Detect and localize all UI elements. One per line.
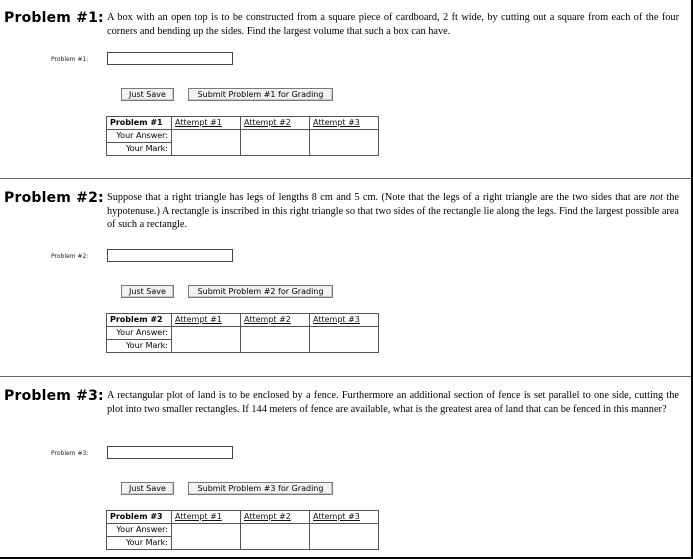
problem-2-input-label: Problem #2: <box>51 253 89 260</box>
mark-cell <box>172 537 241 550</box>
answer-cell <box>241 130 310 143</box>
problem-2-text: Suppose that a right triangle has legs of lengths 8 cm and 5 cm. (Note that the legs of a right triangle are the two sides that are not the hypotenuse.) A rectangle is inscribed in this right triangle so that two sides of the rectangle lie along the legs. Find the largest possible area of such a rectangle. <box>107 192 679 230</box>
answer-cell <box>310 524 379 537</box>
your-answer-label: Your Answer: <box>107 524 172 537</box>
problem-3-attempt-2-link[interactable]: Attempt #2 <box>241 511 310 524</box>
problem-1-attempt-1-link[interactable]: Attempt #1 <box>172 117 241 130</box>
problem-2-submit-button[interactable]: Submit Problem #2 for Grading <box>188 285 333 298</box>
table-row <box>107 143 379 156</box>
problem-3-text: A rectangular plot of land is to be enclosed by a fence. Furthermore an additional section of fence is set parallel to one side, cutting the plot into two smaller rectangles. If 144 meters of fence are available, what is the greatest area of land that can be fenced in this manner? <box>107 390 679 415</box>
table-row <box>107 537 379 550</box>
mark-cell <box>241 340 310 353</box>
table-row <box>107 340 379 353</box>
problem-3-input-label: Problem #3: <box>51 450 89 457</box>
problem-3-attempts-table <box>106 510 379 550</box>
problem-1-text: A box with an open top is to be constructed from a square piece of cardboard, 2 ft wide, by cutting out a square from each of the four corners and bending up the sides. Find the largest volume that such a box can have. <box>107 12 679 37</box>
problem-2-heading: Problem #2: <box>4 190 104 206</box>
problem-3-attempt-1-link[interactable]: Attempt #1 <box>172 511 241 524</box>
mark-cell <box>310 340 379 353</box>
section-divider <box>0 178 691 179</box>
your-mark-label: Your Mark: <box>107 340 172 353</box>
problem-2-just-save-button[interactable]: Just Save <box>121 285 174 298</box>
problem-2-attempt-1-link[interactable]: Attempt #1 <box>172 314 241 327</box>
problem-2-attempt-2-link[interactable]: Attempt #2 <box>241 314 310 327</box>
problem-2-attempt-3-link[interactable]: Attempt #3 <box>310 314 379 327</box>
table-row <box>107 314 379 327</box>
mark-cell <box>172 143 241 156</box>
answer-cell <box>172 130 241 143</box>
mark-cell <box>241 143 310 156</box>
problem-1-heading: Problem #1: <box>4 10 104 26</box>
mark-cell <box>310 537 379 550</box>
problem-1-attempts-table <box>106 116 379 156</box>
problem-3-submit-button[interactable]: Submit Problem #3 for Grading <box>188 482 333 495</box>
answer-cell <box>172 327 241 340</box>
problem-2-attempts-table <box>106 313 379 353</box>
problem-3-table-header: Problem #3 <box>107 511 172 524</box>
problem-1-attempt-2-link[interactable]: Attempt #2 <box>241 117 310 130</box>
your-answer-label: Your Answer: <box>107 327 172 340</box>
section-divider <box>0 376 691 377</box>
problem-1-submit-button[interactable]: Submit Problem #1 for Grading <box>188 88 333 101</box>
problem-1-input-label: Problem #1: <box>51 56 89 63</box>
problem-3-answer-input[interactable] <box>107 446 233 459</box>
problem-1-just-save-button[interactable]: Just Save <box>121 88 174 101</box>
problem-3-heading: Problem #3: <box>4 388 104 404</box>
answer-cell <box>172 524 241 537</box>
problem-1-attempt-3-link[interactable]: Attempt #3 <box>310 117 379 130</box>
problem-1-table-header: Problem #1 <box>107 117 172 130</box>
answer-cell <box>241 524 310 537</box>
problem-2-answer-input[interactable] <box>107 249 233 262</box>
problem-3-just-save-button[interactable]: Just Save <box>121 482 174 495</box>
your-answer-label: Your Answer: <box>107 130 172 143</box>
mark-cell <box>241 537 310 550</box>
answer-cell <box>310 130 379 143</box>
table-row <box>107 511 379 524</box>
answer-cell <box>241 327 310 340</box>
problem-3-attempt-3-link[interactable]: Attempt #3 <box>310 511 379 524</box>
table-row <box>107 524 379 537</box>
mark-cell <box>172 340 241 353</box>
mark-cell <box>310 143 379 156</box>
your-mark-label: Your Mark: <box>107 537 172 550</box>
problem-1-answer-input[interactable] <box>107 52 233 65</box>
table-row <box>107 130 379 143</box>
table-row <box>107 327 379 340</box>
your-mark-label: Your Mark: <box>107 143 172 156</box>
table-row <box>107 117 379 130</box>
problem-2-table-header: Problem #2 <box>107 314 172 327</box>
answer-cell <box>310 327 379 340</box>
